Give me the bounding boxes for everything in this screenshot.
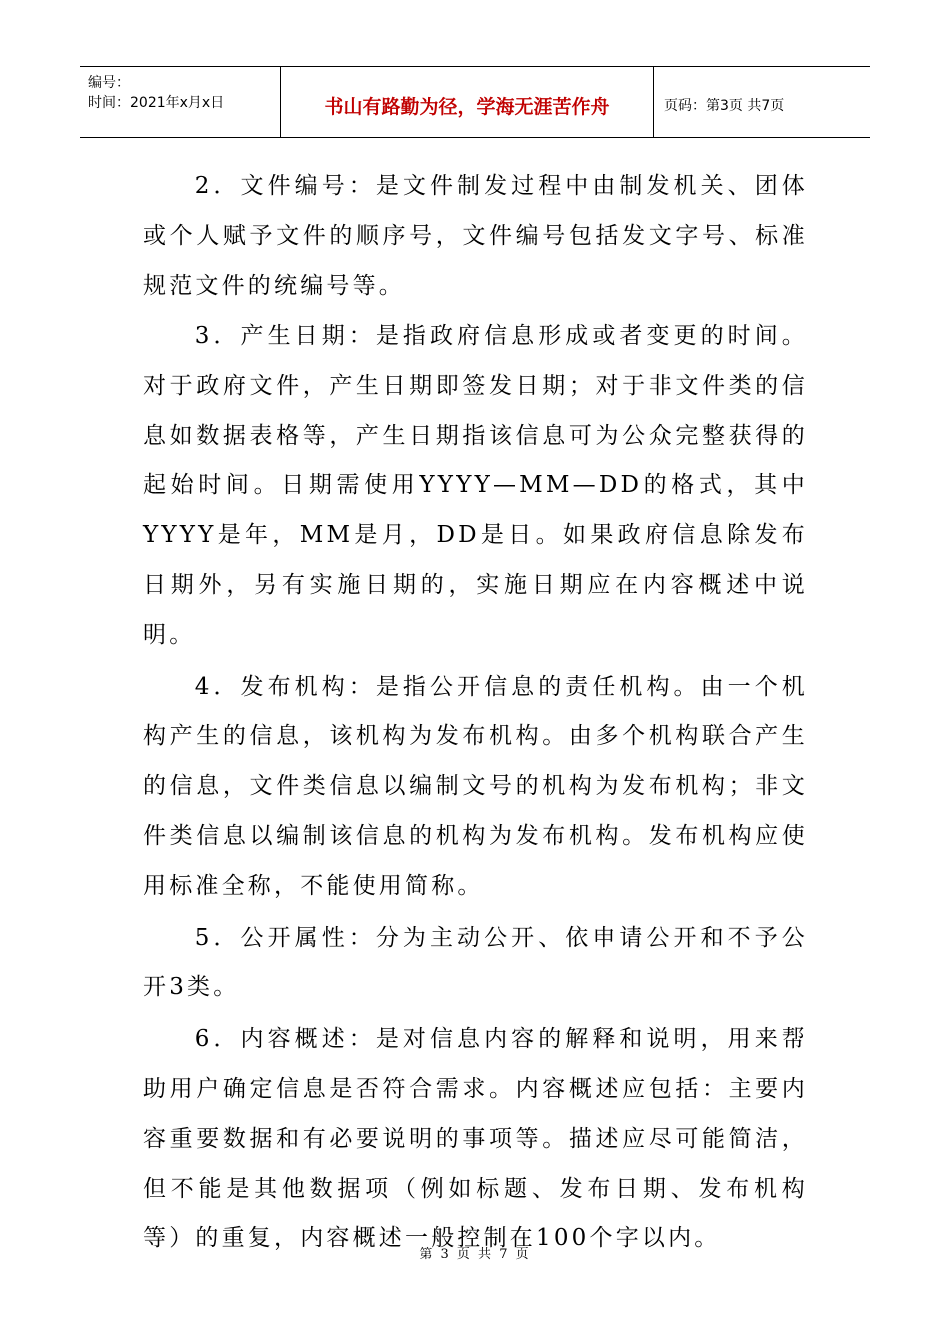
document-date: 时间：2021年x月x日 xyxy=(88,95,225,111)
document-body xyxy=(143,162,808,1264)
paragraph-disclosure-attribute: 5．公开属性：分为主动公开、依申请公开和不予公开3类。 xyxy=(143,924,808,1001)
page-footer: 第 3 页 共 7 页 xyxy=(419,1247,531,1262)
paragraph-creation-date: 3．产生日期：是指政府信息形成或者变更的时间。对于政府文件，产生日期即签发日期；对于非文件类的信息如数据表格等，产生日期指该信息可为公众完整获得的起始时间。日期需使用YYYY—MM—DD的格式，其中YYYY是年，MM是月，DD是日。如果政府信息除发布日期外，另有实施日期的，实施日期应在内容概述中说明。 xyxy=(143,323,808,648)
header-page-info: 页码：第3页 共7页 xyxy=(664,98,785,114)
header-meta xyxy=(80,67,280,137)
paragraph-publishing-agency: 4．发布机构：是指公开信息的责任机构。由一个机构产生的信息，该机构为发布机构。由多个机构联合产生的信息，文件类信息以编制文号的机构为发布机构；非文件类信息以编制该信息的机构为发布机构。发布机构应使用标准全称，不能使用简称。 xyxy=(143,673,808,899)
paragraph-file-number: 2．文件编号：是文件制发过程中由制发机关、团体或个人赋予文件的顺序号，文件编号包括发文字号、标准规范文件的统编号等。 xyxy=(143,173,808,299)
page-header xyxy=(80,66,870,138)
document-number-label: 编号： xyxy=(88,75,130,91)
paragraph-content-summary: 6．内容概述：是对信息内容的解释和说明，用来帮助用户确定信息是否符合需求。内容概述应包括：主要内容重要数据和有必要说明的事项等。描述应尽可能简洁，但不能是其他数据项（例如标题、发布日期、发布机构等）的重复，内容概述一般控制在100个字以内。 xyxy=(143,1026,808,1252)
header-motto: 书山有路勤为径，学海无涯苦作舟 xyxy=(280,67,654,137)
